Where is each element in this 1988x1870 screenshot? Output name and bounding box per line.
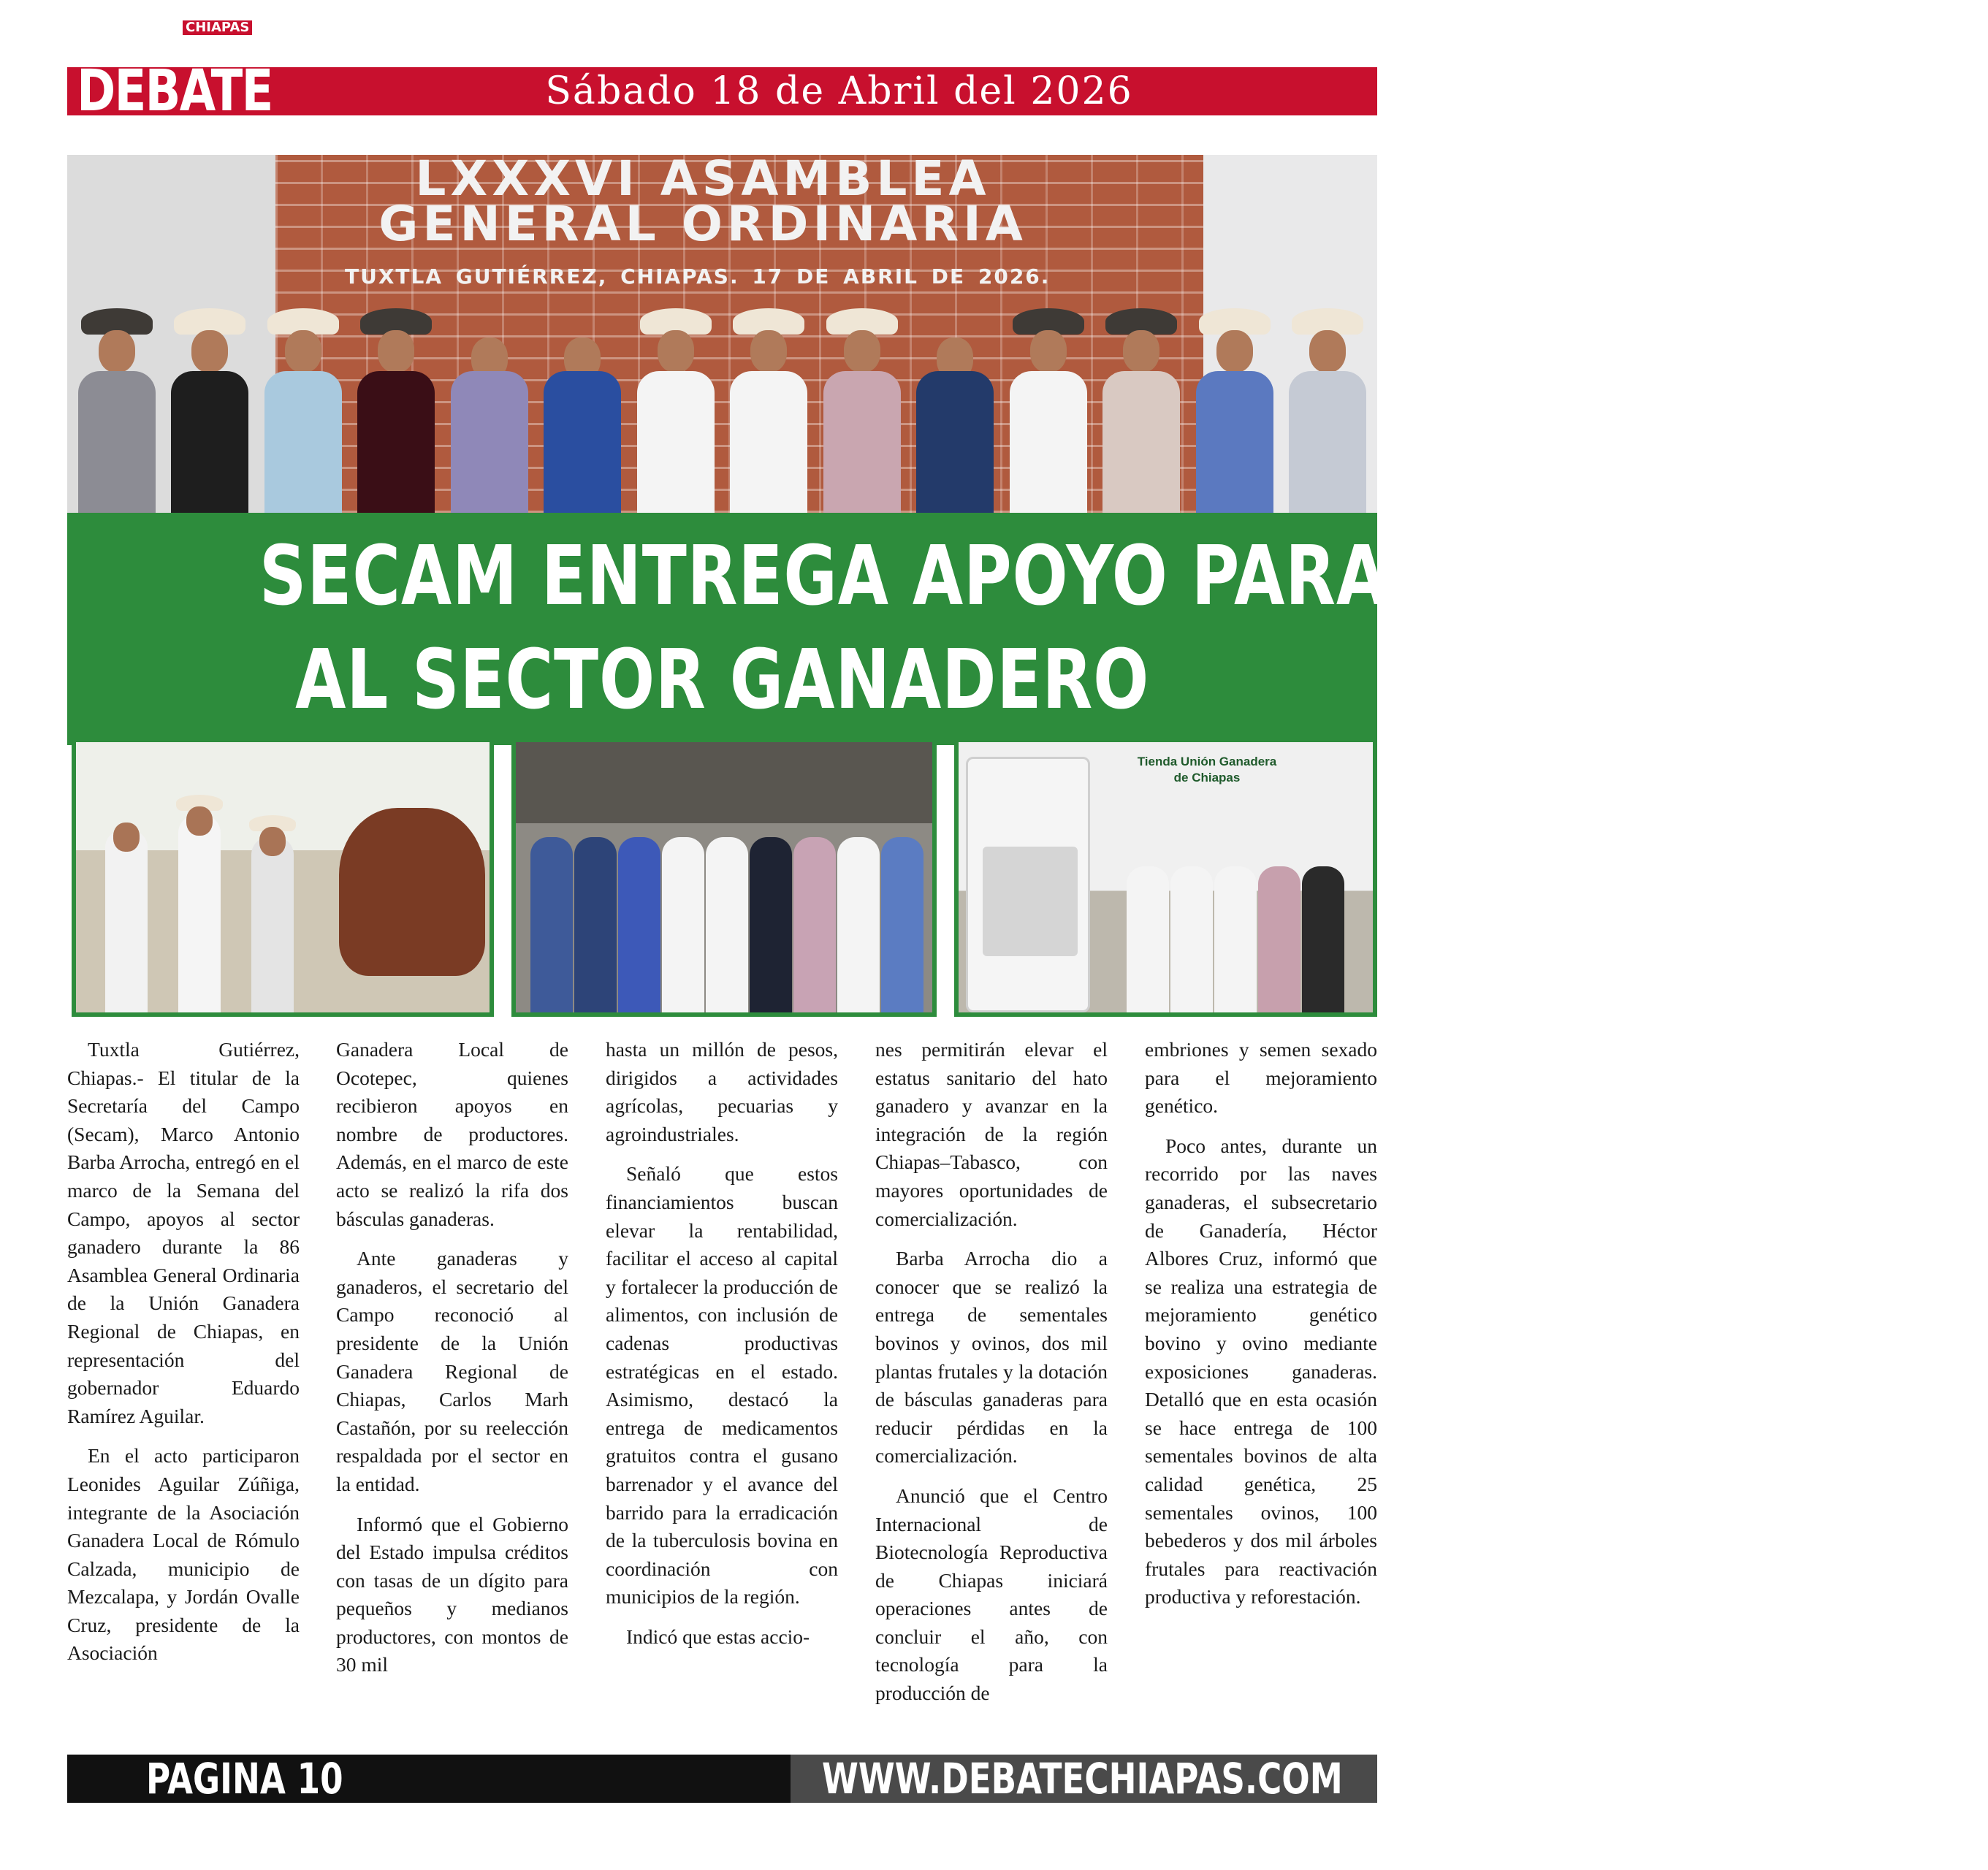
person-figure (260, 308, 346, 513)
wall-sign-line-1: LXXXVI ASAMBLEA (415, 150, 991, 207)
person-figure (353, 308, 439, 513)
person-figure (819, 308, 905, 513)
person-figure (446, 308, 533, 513)
store-sign: Tienda Unión Ganadera de Chiapas (1137, 755, 1277, 785)
paragraph: Informó que el Gobierno del Estado impulsa créditos con tasas de un dígito para pequeños y medianos productores, con montos de 30 mil (336, 1512, 568, 1676)
article-body (67, 1036, 1377, 1730)
paragraph: hasta un millón de pesos, dirigidos a actividades agrícolas, pecuarias y agroindustriales. (606, 1038, 838, 1145)
wall-sign-line-3: TUXTLA GUTIÉRREZ, CHIAPAS. 17 DE ABRIL DE 2026. (345, 264, 1051, 289)
logo-sub-text: CHIAPAS (183, 20, 252, 35)
person-figure (1098, 308, 1184, 513)
wall-sign-line-2: GENERAL ORDINARIA (378, 196, 1027, 252)
photo-truck-store (954, 738, 1377, 1017)
paragraph: nes permitirán elevar el estatus sanitario del hato ganadero y avanzar en la integración de la región Chiapas–Tabasco, con mayores oportunidades de comercialización. (875, 1038, 1108, 1230)
article-column-1 (67, 1036, 300, 1679)
headline-line-1: SECAM ENTREGA APOYO PARA IMPULSAR (259, 529, 1797, 624)
paragraph: Ganadera Local de Ocotepec, quienes recibieron apoyos en nombre de productores. Además, en el marco de este acto se realizó la rifa dos básculas ganaderas. (336, 1038, 568, 1230)
group-of-people (67, 301, 1377, 513)
person-figure (167, 308, 253, 513)
issue-date: Sábado 18 de Abril del 2026 (545, 69, 1133, 113)
person-figure (912, 308, 998, 513)
website-link[interactable]: WWW.DEBATECHIAPAS.COM (822, 1754, 1343, 1804)
article-column-5 (1145, 1036, 1377, 1623)
person-figure (74, 308, 160, 513)
photo-group-cattle-pen (511, 738, 937, 1017)
paragraph: embriones y semen sexado para el mejoramiento genético. (1145, 1038, 1377, 1118)
person-figure (1284, 308, 1371, 513)
person-figure (105, 830, 148, 1012)
page-number: PAGINA 10 (146, 1754, 343, 1804)
article-headline (67, 524, 1797, 732)
newspaper-logo[interactable] (67, 58, 301, 124)
person-figure (725, 308, 812, 513)
paragraph: Poco antes, durante un recorrido por las naves ganaderas, el subsecretario de Ganadería, Héctor Albores Cruz, informó que se realiza una estrategia de mejoramiento genético bovino y ovino mediante exposiciones ganaderas. Detalló que en esta ocasión se hace entrega de 100 sementales bovinos de alta calidad genética, 25 sementales ovinos, 100 bebederos y dos mil árboles frutales para reactivación productiva y reforestación. (1145, 1134, 1377, 1608)
person-figure (251, 837, 294, 1012)
paragraph: Ante ganaderas y ganaderos, el secretario del Campo reconoció al presidente de la Unión Ganadera Regional de Chiapas, Carlos Marh Castañón, por su reelección respaldada por el sector en la entidad. (336, 1247, 568, 1495)
bull-figure (339, 808, 485, 976)
person-figure (1192, 308, 1278, 513)
paragraph: Tuxtla Gutiérrez, Chiapas.- El titular de la Secretaría del Campo (Secam), Marco Antonio Barba Arrocha, entregó en el marco de la Semana del Campo, apoyos al sector ganadero durante la 86 Asamblea General Ordinaria de la Unión Ganadera Regional de Chiapas, en representación del gobernador Eduardo Ramírez Aguilar. (67, 1038, 300, 1427)
paragraph: En el acto participaron Leonides Aguilar Zúñiga, integrante de la Asociación Ganadera Local de Rómulo Calzada, municipio de Mezcalapa, y Jordán Ovalle Cruz, presidente de la Asociación (67, 1444, 300, 1665)
article-column-2 (336, 1036, 568, 1691)
paragraph: Indicó que estas accio- (626, 1625, 810, 1648)
person-figure (178, 815, 221, 1012)
logo-main-text: DEBATE (77, 58, 273, 124)
person-figure (539, 308, 625, 513)
person-figure (1005, 308, 1092, 513)
person-figure (633, 308, 719, 513)
paragraph: Señaló que estos financiamientos buscan elevar la rentabilidad, facilitar el acceso al capital y fortalecer la producción de alimentos, con inclusión de cadenas productivas estratégicas en el estado. Asimismo, destacó la entrega de medicamentos gratuitos contra el gusano barrenador y el avance del barrido para la erradicación de la tuberculosis bovina en coordinación con municipios de la región. (606, 1162, 838, 1608)
article-column-4 (875, 1036, 1108, 1720)
truck-figure (966, 757, 1090, 1012)
hero-photo (67, 150, 1377, 513)
article-column-3 (606, 1036, 838, 1663)
paragraph: Barba Arrocha dio a conocer que se realizó la entrega de sementales bovinos y ovinos, dos mil plantas frutales y la dotación de básculas ganaderas para reducir pérdidas en la comercialización. (875, 1247, 1108, 1468)
photo-bull-delivery (72, 738, 494, 1017)
headline-line-2: AL SECTOR GANADERO (295, 633, 1149, 728)
paragraph: Anunció que el Centro Internacional de Biotecnología Reproductiva de Chiapas iniciará operaciones antes de concluir el año, con tecnología para la producción de (875, 1484, 1108, 1705)
